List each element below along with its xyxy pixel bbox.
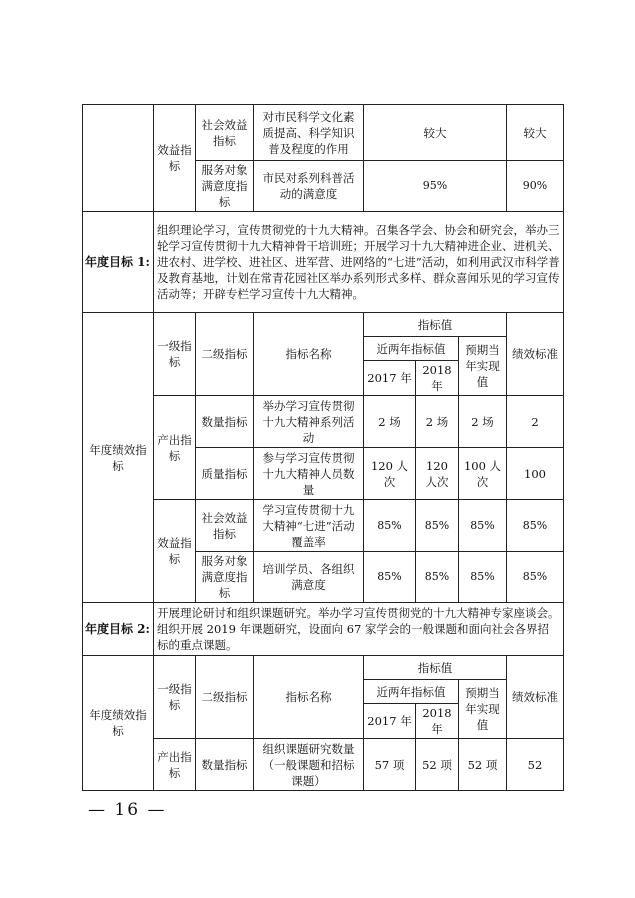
header-expected: 预期当年实现值 (459, 680, 507, 739)
indicator-name: 组织课题研究数量（一般课题和招标课题） (254, 739, 364, 791)
header-level1: 一级指标 (154, 313, 196, 396)
goal2-label: 年度目标 2: (83, 603, 154, 656)
value-2018: 52 项 (416, 739, 459, 791)
value-expected: 2 场 (459, 396, 507, 448)
perf-label: 年度绩效指标 (83, 313, 154, 603)
value-2018: 120 人次 (416, 448, 459, 500)
goal2-text: 开展理论研讨和组织课题研究。举办学习宣传贯彻党的十九大精神专家座谈会。组织开展 2019 年课题研究，设面向 67 家学会的一般课题和面向社会各界招标的重点课题。 (154, 603, 564, 656)
header-level1: 一级指标 (154, 656, 196, 739)
value-standard: 52 (507, 739, 564, 791)
value-2017: 85% (364, 552, 416, 603)
level2: 数量指标 (196, 739, 254, 791)
header-recent: 近两年指标值 (364, 680, 459, 704)
header-indicator-value: 指标值 (364, 656, 507, 680)
value-expected: 100 人次 (459, 448, 507, 500)
history-value: 95% (364, 161, 507, 212)
indicator-name: 举办学习宣传贯彻十九大精神系列活动 (254, 396, 364, 448)
header-name: 指标名称 (254, 656, 364, 739)
value-standard: 100 (507, 448, 564, 500)
header-2017: 2017 年 (364, 704, 416, 739)
header-level2: 二级指标 (196, 313, 254, 396)
header-standard: 绩效标准 (507, 656, 564, 739)
standard-value: 90% (507, 161, 564, 212)
value-2017: 57 项 (364, 739, 416, 791)
header-2018: 2018 年 (416, 361, 459, 396)
header-2018: 2018 年 (416, 704, 459, 739)
value-standard: 85% (507, 500, 564, 552)
blank-cell (83, 105, 154, 212)
indicator-name: 参与学习宣传贯彻十九大精神人员数量 (254, 448, 364, 500)
value-2017: 2 场 (364, 396, 416, 448)
level2-satisfaction: 服务对象满意度指标 (196, 161, 254, 212)
level1-output: 产出指标 (154, 739, 196, 791)
value-expected: 85% (459, 500, 507, 552)
page-number: — 16 — (88, 800, 167, 820)
value-2017: 120 人次 (364, 448, 416, 500)
level2: 数量指标 (196, 396, 254, 448)
level1-output: 产出指标 (154, 396, 196, 500)
header-name: 指标名称 (254, 313, 364, 396)
value-expected: 85% (459, 552, 507, 603)
perf-label: 年度绩效指标 (83, 656, 154, 791)
header-expected: 预期当年实现值 (459, 337, 507, 396)
value-2018: 85% (416, 500, 459, 552)
indicator-name: 学习宣传贯彻十九大精神“七进”活动覆盖率 (254, 500, 364, 552)
header-2017: 2017 年 (364, 361, 416, 396)
level1-benefit: 效益指标 (154, 105, 196, 212)
level2: 社会效益指标 (196, 500, 254, 552)
level2: 服务对象满意度指标 (196, 552, 254, 603)
value-standard: 85% (507, 552, 564, 603)
indicator-name: 培训学员、各组织满意度 (254, 552, 364, 603)
performance-table (82, 104, 564, 791)
level1-benefit: 效益指标 (154, 500, 196, 603)
indicator-name: 市民对系列科普活动的满意度 (254, 161, 364, 212)
goal1-text: 组织理论学习，宣传贯彻党的十九大精神。召集各学会、协会和研究会，举办三轮学习宣传贯彻十九大精神骨干培训班；开展学习十九大精神进企业、进机关、进农村、进学校、进社区、进军营、进网络的“七进”活动，如利用武汉市科学普及教育基地，计划在常青花园社区举办系列形式多样、群众喜闻乐见的学习宣传活动等；开辟专栏学习宣传十九大精神。 (154, 212, 564, 313)
level2-social: 社会效益指标 (196, 105, 254, 161)
level2: 质量指标 (196, 448, 254, 500)
value-2017: 85% (364, 500, 416, 552)
goal1-label: 年度目标 1: (83, 212, 154, 313)
value-expected: 52 项 (459, 739, 507, 791)
header-level2: 二级指标 (196, 656, 254, 739)
indicator-name: 对市民科学文化素质提高、科学知识普及程度的作用 (254, 105, 364, 161)
standard-value: 较大 (507, 105, 564, 161)
value-2018: 85% (416, 552, 459, 603)
header-recent: 近两年指标值 (364, 337, 459, 361)
header-standard: 绩效标准 (507, 313, 564, 396)
value-standard: 2 (507, 396, 564, 448)
history-value: 较大 (364, 105, 507, 161)
header-indicator-value: 指标值 (364, 313, 507, 337)
value-2018: 2 场 (416, 396, 459, 448)
